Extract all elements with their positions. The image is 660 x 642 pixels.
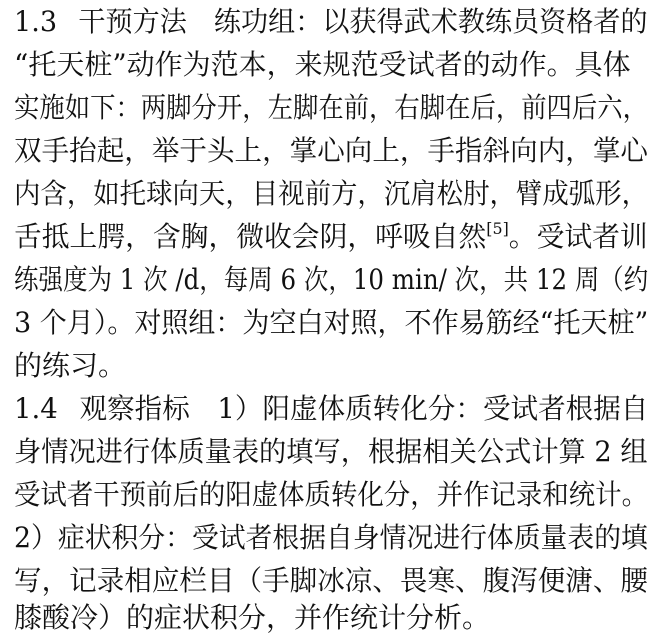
paragraph-line: 膝酸冷）的症状积分，并作统计分析。 xyxy=(14,601,491,634)
paragraph-line: 练强度为 1 次 /d，每周 6 次，10 min/ 次，共 12 周（约 xyxy=(14,263,649,296)
paragraph-line xyxy=(14,217,648,257)
section-1-4-heading-line xyxy=(14,389,648,429)
paragraph-line: 双手抬起，举于头上，掌心向上，手指斜向内，掌心 xyxy=(14,134,649,167)
section-1-3-heading-line xyxy=(14,2,648,42)
paragraph-line: 3 个月）。对照组：为空白对照，不作易筋经“托天桩” xyxy=(14,306,649,339)
paragraph-line: 身情况进行体质量表的填写，根据相关公式计算 2 组 xyxy=(14,435,648,468)
paragraph-text: 。受试者训 xyxy=(508,220,648,253)
paragraph-line: 受试者干预前后的阳虚体质转化分，并作记录和统计。 xyxy=(14,478,649,511)
section-title: 观察指标 xyxy=(79,392,190,425)
paragraph-line: 写，记录相应栏目（手脚冰凉、畏寒、腹泻便溏、腰 xyxy=(14,564,649,597)
section-number: 1.4 xyxy=(14,392,58,425)
paragraph-line: “托天桩”动作为范本，来规范受试者的动作。具体 xyxy=(14,48,631,81)
paragraph-line: 的练习。 xyxy=(14,349,127,382)
paragraph-line: 1）阳虚体质转化分：受试者根据自 xyxy=(217,392,649,425)
paragraph-line: 内含，如托球向天，目视前方，沉肩松肘，臂成弧形， xyxy=(14,177,649,210)
paragraph-text: 舌抵上腭，含胸，微收会阴，呼吸自然 xyxy=(14,220,487,253)
section-number: 1.3 xyxy=(14,5,58,38)
paragraph-line: 实施如下：两脚分开，左脚在前，右脚在后，前四后六， xyxy=(14,91,649,124)
citation-superscript: [5] xyxy=(486,219,509,238)
section-title: 干预方法 xyxy=(78,5,187,38)
paragraph-line: 2）症状积分：受试者根据自身情况进行体质量表的填 xyxy=(14,521,648,554)
document-page xyxy=(14,0,654,642)
paragraph-line: 练功组：以获得武术教练员资格者的 xyxy=(213,5,648,38)
